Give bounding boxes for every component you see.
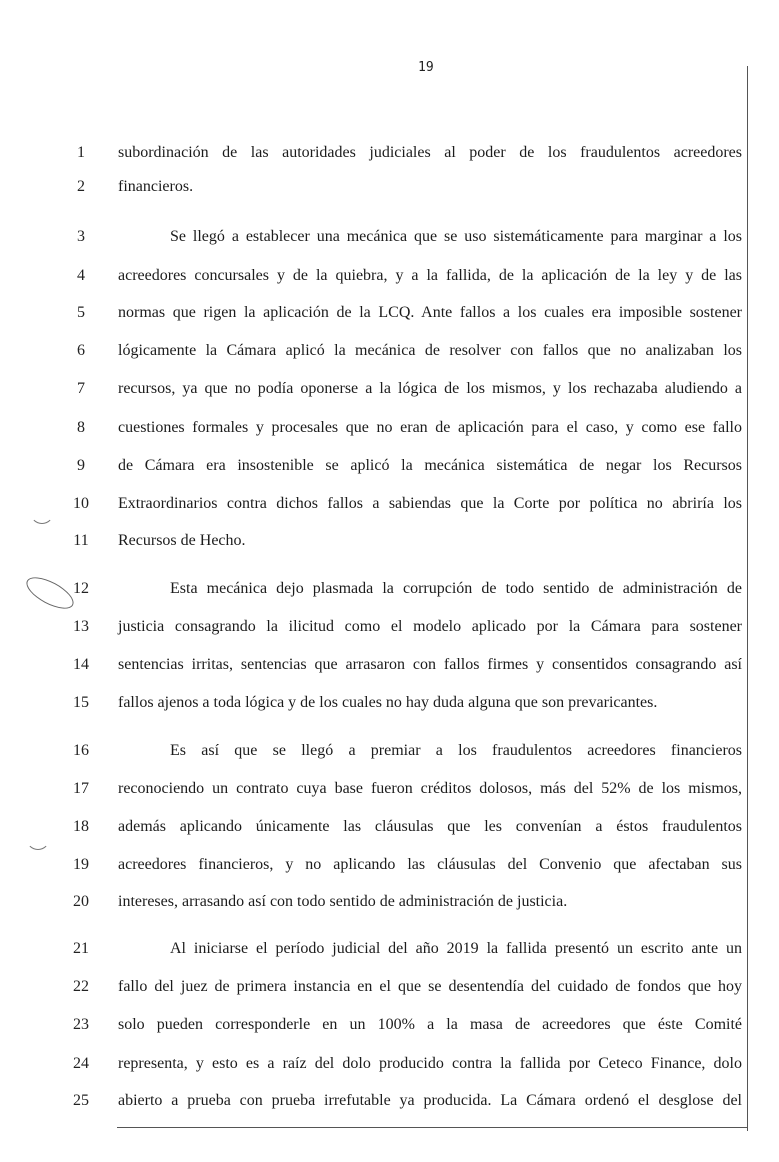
text-line: Al iniciarse el período judicial del año 2019 la fallida presentó un escrito ante un <box>170 940 742 957</box>
line-number: 6 <box>77 342 85 359</box>
text-line: cuestiones formales y procesales que no eran de aplicación para el caso, y como ese fallo <box>118 419 742 436</box>
text-line: de Cámara era insostenible se aplicó la mecánica sistemática de negar los Recursos <box>118 457 742 474</box>
line-number: 15 <box>73 694 89 711</box>
text-line: Esta mecánica dejo plasmada la corrupción de todo sentido de administración de <box>170 580 742 597</box>
text-line: Extraordinarios contra dichos fallos a sabiendas que la Corte por política no abriría los <box>118 495 742 512</box>
line-number: 14 <box>73 656 89 673</box>
line-number: 24 <box>73 1055 89 1072</box>
bottom-rule <box>117 1127 748 1128</box>
text-line: además aplicando únicamente las cláusulas que les convenían a éstos fraudulentos <box>118 818 742 835</box>
line-number: 10 <box>73 495 89 512</box>
text-line: lógicamente la Cámara aplicó la mecánica de resolver con fallos que no analizaban los <box>118 342 742 359</box>
line-number: 17 <box>73 780 89 797</box>
line-number: 16 <box>73 742 89 759</box>
line-number: 25 <box>73 1092 89 1109</box>
line-number: 12 <box>73 580 89 597</box>
line-number: 5 <box>77 304 85 321</box>
line-number: 3 <box>77 228 85 245</box>
text-line: solo pueden corresponderle en un 100% a la masa de acreedores que éste Comité <box>118 1016 742 1033</box>
line-number: 23 <box>73 1016 89 1033</box>
text-line: sentencias irritas, sentencias que arrasaron con fallos firmes y consentidos consagrando así <box>118 656 742 673</box>
text-line: normas que rigen la aplicación de la LCQ. Ante fallos a los cuales era imposible sostener <box>118 304 742 321</box>
line-number: 19 <box>73 856 89 873</box>
text-line: abierto a prueba con prueba irrefutable ya producida. La Cámara ordenó el desglose del <box>118 1092 742 1109</box>
page-number: 19 <box>418 60 434 75</box>
text-line: justicia consagrando la ilicitud como el modelo aplicado por la Cámara para sostener <box>118 618 742 635</box>
line-number: 21 <box>73 940 89 957</box>
text-line: Recursos de Hecho. <box>118 532 246 549</box>
line-number: 8 <box>77 419 85 436</box>
text-line: subordinación de las autoridades judiciales al poder de los fraudulentos acreedores <box>118 144 742 161</box>
text-line: acreedores concursales y de la quiebra, y a la fallida, de la aplicación de la ley y de las <box>118 267 742 284</box>
line-number: 1 <box>77 144 85 161</box>
line-number: 9 <box>77 457 85 474</box>
text-line: fallo del juez de primera instancia en el que se desentendía del cuidado de fondos que hoy <box>118 978 742 995</box>
line-number: 18 <box>73 818 89 835</box>
line-number: 7 <box>77 380 85 397</box>
text-line: representa, y esto es a raíz del dolo producido contra la fallida por Ceteco Finance, dolo <box>118 1055 742 1072</box>
text-line: recursos, ya que no podía oponerse a la lógica de los mismos, y los rechazaba aludiendo a <box>118 380 742 397</box>
line-number: 4 <box>77 267 85 284</box>
line-number: 22 <box>73 978 89 995</box>
text-line: Es así que se llegó a premiar a los fraudulentos acreedores financieros <box>170 742 742 759</box>
scan-mark <box>26 826 50 850</box>
text-line: acreedores financieros, y no aplicando las cláusulas del Convenio que afectaban sus <box>118 856 742 873</box>
text-line: fallos ajenos a toda lógica y de los cuales no hay duda alguna que son prevaricantes. <box>118 694 658 711</box>
text-line: financieros. <box>118 178 194 195</box>
line-number: 2 <box>77 178 85 195</box>
scan-mark <box>30 500 54 524</box>
line-number: 20 <box>73 893 89 910</box>
right-margin-rule <box>747 66 748 1131</box>
text-line: intereses, arrasando así con todo sentido de administración de justicia. <box>118 893 568 910</box>
line-number: 11 <box>73 532 89 549</box>
line-number: 13 <box>73 618 89 635</box>
text-line: Se llegó a establecer una mecánica que se uso sistemáticamente para marginar a los <box>170 228 742 245</box>
text-line: reconociendo un contrato cuya base fueron créditos dolosos, más del 52% de los mismos, <box>118 780 742 797</box>
